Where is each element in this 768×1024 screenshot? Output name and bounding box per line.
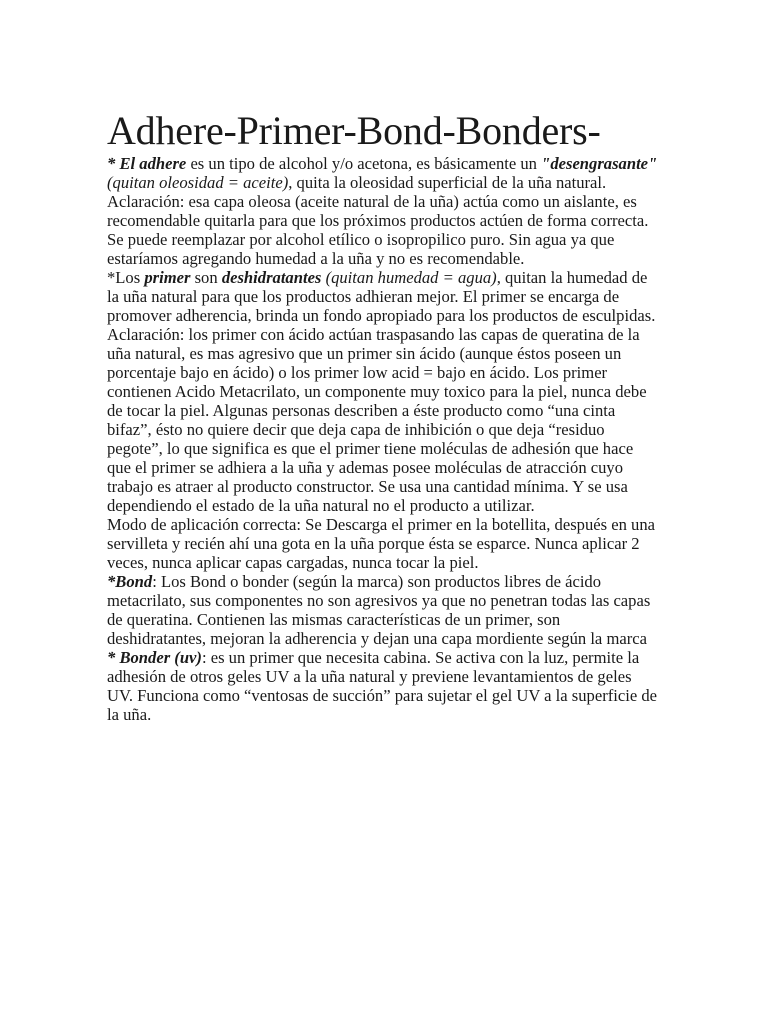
paragraph-modo-aplicacion: Modo de aplicación correcta: Se Descarga el primer en la botellita, después en una servilleta y recién ahí una gota en la uña porque ésta se esparce. Nunca aplicar 2 veces, nunca aplicar capas cargadas, nunca tocar la piel. — [107, 515, 655, 572]
note-italic: (quitan humedad = agua) — [325, 268, 497, 287]
document-body — [107, 154, 659, 724]
term-deshidratantes: deshidratantes — [221, 268, 322, 287]
paragraph-primer — [107, 268, 659, 515]
document-title: Adhere-Primer-Bond-Bonders- — [107, 108, 601, 153]
paragraph-bonder-uv — [107, 648, 659, 724]
term-adhere: El adhere — [119, 154, 187, 173]
paragraph-adhere — [107, 154, 659, 268]
bullet-marker: * — [107, 154, 120, 173]
note-italic: (quitan oleosidad = aceite) — [107, 173, 289, 192]
paragraph-text: , quita la oleosidad superficial de la uña natural. Aclaración: esa capa oleosa (aceite natural de la uña) actúa como un aislante, es recomendable quitarla para que los próximos productos actúen de forma correcta. Se puede reemplazar por alcohol etílico o isopropilico puro. Sin agua ya que estaríamos agregando humedad a la uña y no es recomendable. — [107, 173, 649, 268]
paragraph-text: son — [190, 268, 222, 287]
paragraph-text: : Los Bond o bonder (según la marca) son productos libres de ácido metacrilato, sus componentes no son agresivos ya que no penetran todas las capas de queratina. Contienen las mismas características de un primer, son deshidratantes, mejoran la adherencia y dejan una capa mordiente según la marca — [107, 572, 651, 648]
term-desengrasante: "desengrasante" — [541, 154, 658, 173]
document-page — [107, 108, 659, 724]
paragraph-text: *Los — [107, 268, 145, 287]
paragraph-bond — [107, 572, 659, 648]
paragraph-text: es un tipo de alcohol y/o acetona, es básicamente un — [186, 154, 542, 173]
term-primer: primer — [144, 268, 191, 287]
term-bonder-uv: * Bonder (uv) — [107, 648, 202, 667]
paragraph-text: : es un primer que necesita cabina. Se activa con la luz, permite la adhesión de otros geles UV a la uña natural y previene levantamientos de geles UV. Funciona como “ventosas de succión” para sujetar el gel UV a la superficie de la uña. — [107, 648, 658, 724]
paragraph-text: , quitan la humedad de la uña natural para que los productos adhieran mejor. El primer se encarga de promover adherencia, brinda un fondo apropiado para los productos de esculpidas. Aclaración: los primer con ácido actúan traspasando las capas de queratina de la uña natural, es mas agresivo que un primer sin ácido (aunque éstos poseen un porcentaje bajo en ácido) o los primer low acid = bajo en ácido. Los primer contienen Acido Metacrilato, un componente muy toxico para la piel, nunca debe de tocar la piel. Algunas personas describen a éste producto como “una cinta bifaz”, ésto no quiere decir que deja capa de inhibición o que deja “residuo pegote”, lo que significa es que el primer tiene moléculas de adhesión que hace que el primer se adhiera a la uña y ademas posee moléculas de atracción cuyo trabajo es atraer al producto constructor. Se usa una cantidad mínima. Y se usa dependiendo el estado de la uña natural no el producto a utilizar. — [107, 268, 656, 515]
term-bond: *Bond — [107, 572, 153, 591]
